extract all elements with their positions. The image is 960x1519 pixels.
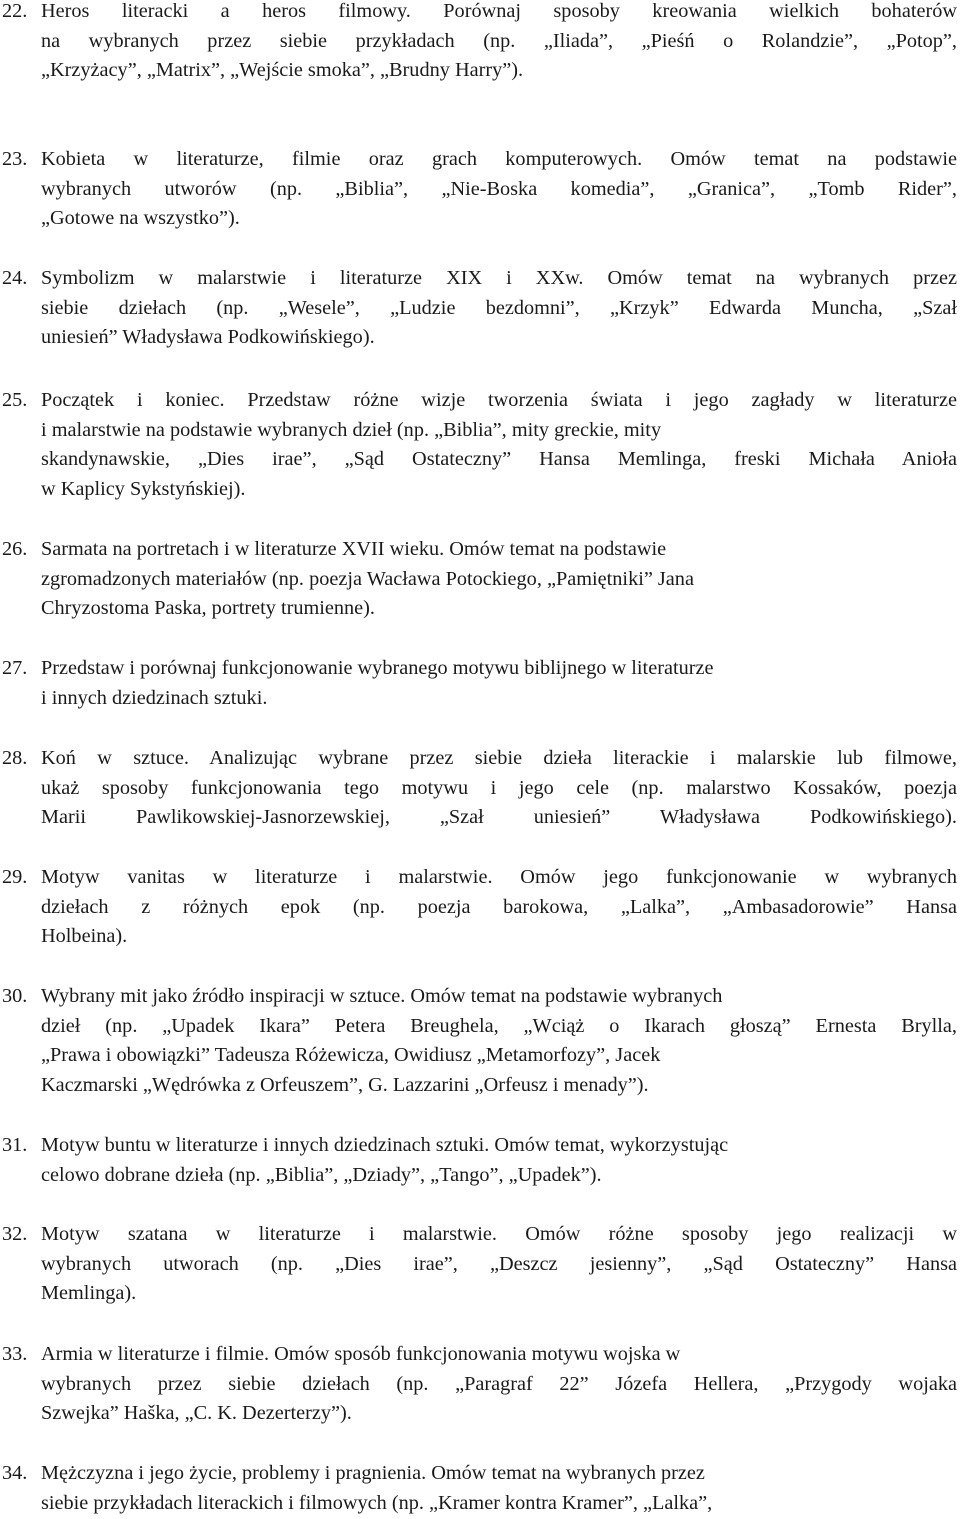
topic-text [41, 654, 957, 713]
topic-line: Sarmata na portretach i w literaturze XVII wieku. Omów temat na podstawie [41, 538, 667, 560]
topic-text [41, 1220, 957, 1309]
topic-line: Motyw buntu w literaturze i innych dziedzinach sztuki. Omów temat, wykorzystując [41, 1134, 729, 1156]
topic-line: Wybrany mit jako źródło inspiracji w sztuce. Omów temat na podstawie wybranych [41, 985, 723, 1007]
topic-line: wybranych przez siebie dziełach (np. „Paragraf 22” Józefa Hellera, „Przygody wojaka [41, 1372, 957, 1395]
topic-text [41, 535, 957, 624]
topic-number: 24. [2, 267, 28, 289]
topic-number: 32. [2, 1223, 28, 1245]
topic-line: „Prawa i obowiązki” Tadeusza Różewicza, Owidiusz „Metamorfozy”, Jacek [41, 1044, 661, 1066]
topic-text [41, 386, 957, 504]
topic-line: Przedstaw i porównaj funkcjonowanie wybranego motywu biblijnego w literaturze [41, 657, 714, 679]
topic-line: Motyw szatana w literaturze i malarstwie. Omów różne sposoby jego realizacji w [41, 1223, 957, 1245]
topic-line: „Gotowe na wszystko”). [41, 207, 240, 229]
topic-line: na wybranych przez siebie przykładach (np. „Iliada”, „Pieśń o Rolandzie”, „Potop”, [41, 29, 957, 52]
topic-number: 31. [2, 1134, 28, 1156]
topic-line: dzieł (np. „Upadek Ikara” Petera Breughela, „Wciąż o Ikarach głoszą” Ernesta Brylla, [41, 1014, 957, 1037]
topic-line: Memlinga). [41, 1282, 137, 1304]
topic-line: i innych dziedzinach sztuki. [41, 686, 268, 709]
topic-line: wybranych utworów (np. „Biblia”, „Nie-Boska komedia”, „Granica”, „Tomb Rider”, [41, 177, 957, 200]
topic-line: Kaczmarski „Wędrówka z Orfeuszem”, G. Lazzarini „Orfeusz i menady”). [41, 1073, 649, 1096]
topic-text [41, 1340, 957, 1429]
topic-line: dziełach z różnych epok (np. poezja barokowa, „Lalka”, „Ambasadorowie” Hansa [41, 895, 957, 918]
topic-line: zgromadzonych materiałów (np. poezja Wacława Potockiego, „Pamiętniki” Jana [41, 567, 694, 590]
topic-number: 33. [2, 1343, 28, 1365]
topic-line: ukaż sposoby funkcjonowania tego motywu i jego cele (np. malarstwo Kossaków, poezja [41, 776, 957, 799]
topic-number: 22. [2, 0, 28, 22]
topic-number: 34. [2, 1462, 28, 1484]
topic-line: Szwejka” Haška, „C. K. Dezerterzy”). [41, 1402, 352, 1424]
topic-line: Armia w literaturze i filmie. Omów sposób funkcjonowania motywu wojska w [41, 1343, 681, 1365]
topic-line: i malarstwie na podstawie wybranych dzieł (np. „Biblia”, mity greckie, mity [41, 418, 662, 441]
topic-line: uniesień” Władysława Podkowińskiego). [41, 326, 375, 348]
topic-line: siebie przykładach literackich i filmowych (np. „Kramer kontra Kramer”, „Lalka”, [41, 1491, 713, 1514]
topic-line: Chryzostoma Paska, portrety trumienne). [41, 597, 375, 619]
topic-number: 30. [2, 985, 28, 1007]
topic-number: 26. [2, 538, 28, 560]
topic-text [41, 982, 957, 1100]
topic-text [41, 863, 957, 952]
topic-number: 27. [2, 657, 28, 679]
topic-line: Motyw vanitas w literaturze i malarstwie. Omów jego funkcjonowanie w wybranych [41, 866, 957, 888]
topic-text [41, 1459, 957, 1518]
topic-line: wybranych utworach (np. „Dies irae”, „Deszcz jesienny”, „Sąd Ostateczny” Hansa [41, 1252, 957, 1275]
topic-line: skandynawskie, „Dies irae”, „Sąd Ostateczny” Hansa Memlinga, freski Michała Anioła [41, 448, 957, 470]
topic-line: Symbolizm w malarstwie i literaturze XIX i XXw. Omów temat na wybranych przez [41, 267, 957, 289]
topic-text [41, 1131, 957, 1190]
topic-number: 23. [2, 148, 28, 170]
topic-text [41, 744, 957, 833]
topic-number: 28. [2, 747, 28, 769]
topic-number: 25. [2, 389, 28, 411]
topic-line: Marii Pawlikowskiej-Jasnorzewskiej, „Szał uniesień” Władysława Podkowińskiego). [41, 806, 957, 828]
topic-line: siebie dziełach (np. „Wesele”, „Ludzie bezdomni”, „Krzyk” Edwarda Muncha, „Szał [41, 296, 957, 319]
topic-number: 29. [2, 866, 28, 888]
topic-line: „Krzyżacy”, „Matrix”, „Wejście smoka”, „Brudny Harry”). [41, 59, 524, 81]
topic-text [41, 145, 957, 234]
topic-line: celowo dobrane dzieła (np. „Biblia”, „Dziady”, „Tango”, „Upadek”). [41, 1163, 602, 1186]
topic-line: Początek i koniec. Przedstaw różne wizje tworzenia świata i jego zagłady w literaturze [41, 389, 957, 411]
topic-line: Holbeina). [41, 925, 128, 947]
topic-text [41, 264, 957, 353]
topic-line: Mężczyzna i jego życie, problemy i pragnienia. Omów temat na wybranych przez [41, 1462, 705, 1484]
topic-line: Kobieta w literaturze, filmie oraz grach komputerowych. Omów temat na podstawie [41, 148, 957, 170]
topic-line: Koń w sztuce. Analizując wybrane przez siebie dzieła literackie i malarskie lub filmowe, [41, 747, 957, 769]
topic-line: Heros literacki a heros filmowy. Porównaj sposoby kreowania wielkich bohaterów [41, 0, 957, 22]
topic-line: w Kaplicy Sykstyńskiej). [41, 477, 246, 500]
topic-text [41, 0, 957, 86]
